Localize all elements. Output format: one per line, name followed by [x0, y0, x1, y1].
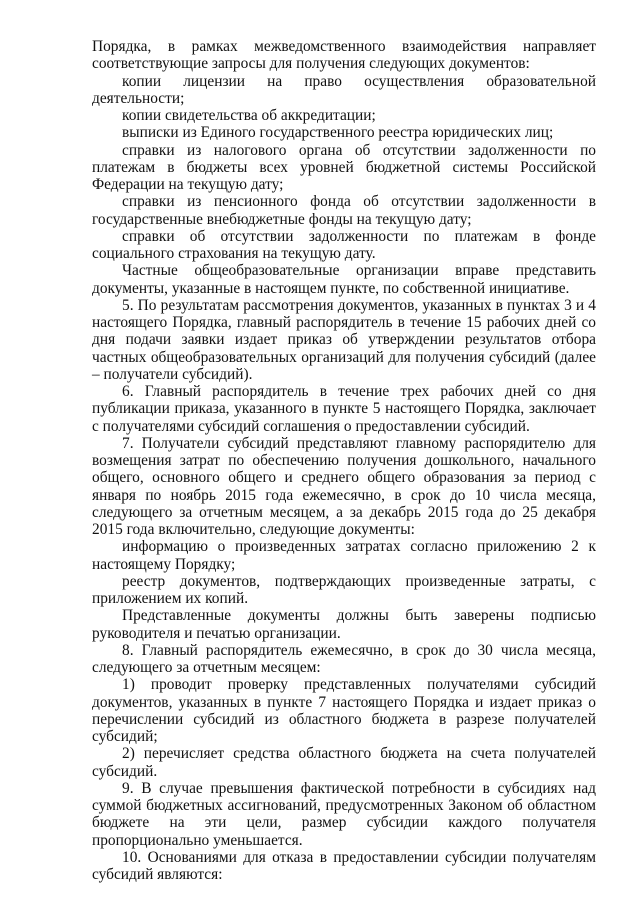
list-item-tax-certificate: справки из налогового органа об отсутствии задолженности по платежам в бюджеты всех уровней бюджетной системы Российской Федерации на текущую дату;: [92, 141, 596, 193]
list-item-accreditation-copy: копии свидетельства об аккредитации;: [122, 107, 376, 124]
clause-10: 10. Основаниями для отказа в предоставлении субсидии получателям субсидий являются:: [92, 848, 596, 883]
list-item-license-copy: копии лицензии на право осуществления образовательной деятельности;: [92, 72, 596, 107]
clause-7: 7. Получатели субсидий представляют главному распорядителю для возмещения затрат по обеспечению получения дошкольного, начального общего, основного общего и среднего общего образования за период с января по ноябрь 2015 года ежемесячно, в срок до 10 числа месяца, следующего за отчетным месяцем, а за декабрь 2015 года до 25 декабря 2015 года включительно, следующие документы:: [92, 434, 596, 538]
paragraph-certification: Представленные документы должны быть заверены подписью руководителя и печатью организации.: [92, 607, 596, 642]
paragraph-own-initiative: Частные общеобразовательные организации вправе представить документы, указанные в настоящем пункте, по собственной инициативе.: [92, 262, 596, 297]
list-item-documents-register: реестр документов, подтверждающих произведенные затраты, с приложением их копий.: [92, 572, 596, 607]
clause-8-subitem-1: 1) проводит проверку представленных получателями субсидий документов, указанных в пункте 7 настоящего Порядка и издает приказ о перечислении субсидий из областного бюджета в разрезе получателей субсидий;: [92, 676, 596, 745]
clause-8: 8. Главный распорядитель ежемесячно, в срок до 30 числа месяца, следующего за отчетным месяцем:: [92, 641, 596, 676]
clause-9: 9. В случае превышения фактической потребности в субсидиях над суммой бюджетных ассигнований, предусмотренных Законом об областном бюджете на эти цели, размер субсидии каждого получателя пропорционально уменьшается.: [92, 779, 596, 849]
list-item-social-insurance-certificate: справки об отсутствии задолженности по платежам в фонде социального страхования на текущую дату.: [92, 227, 596, 262]
list-item-expense-info: информацию о произведенных затратах согласно приложению 2 к настоящему Порядку;: [92, 538, 596, 573]
clause-6: 6. Главный распорядитель в течение трех рабочих дней со дня публикации приказа, указанного в пункте 5 настоящего Порядка, заключает с получателями субсидий соглашения о предоставлении субсидий.: [92, 383, 596, 435]
list-item-egrul-extract: выписки из Единого государственного реестра юридических лиц;: [122, 124, 554, 142]
clause-5: 5. По результатам рассмотрения документов, указанных в пунктах 3 и 4 настоящего Порядка, главный распорядитель в течение 15 рабочих дней со дня подачи заявки издает приказ об утверждении результатов отбора частных общеобразовательных организаций для получения субсидий (далее – получатели субсидий).: [92, 296, 596, 383]
list-item-pension-certificate: справки из пенсионного фонда об отсутствии задолженности в государственные внебюджетные фонды на текущую дату;: [92, 193, 596, 228]
document-page: [92, 38, 596, 883]
clause-8-subitem-2: 2) перечисляет средства областного бюджета на счета получателей субсидий.: [92, 745, 596, 780]
paragraph-continuation: Порядка, в рамках межведомственного взаимодействия направляет соответствующие запросы для получения следующих документов:: [92, 38, 596, 73]
